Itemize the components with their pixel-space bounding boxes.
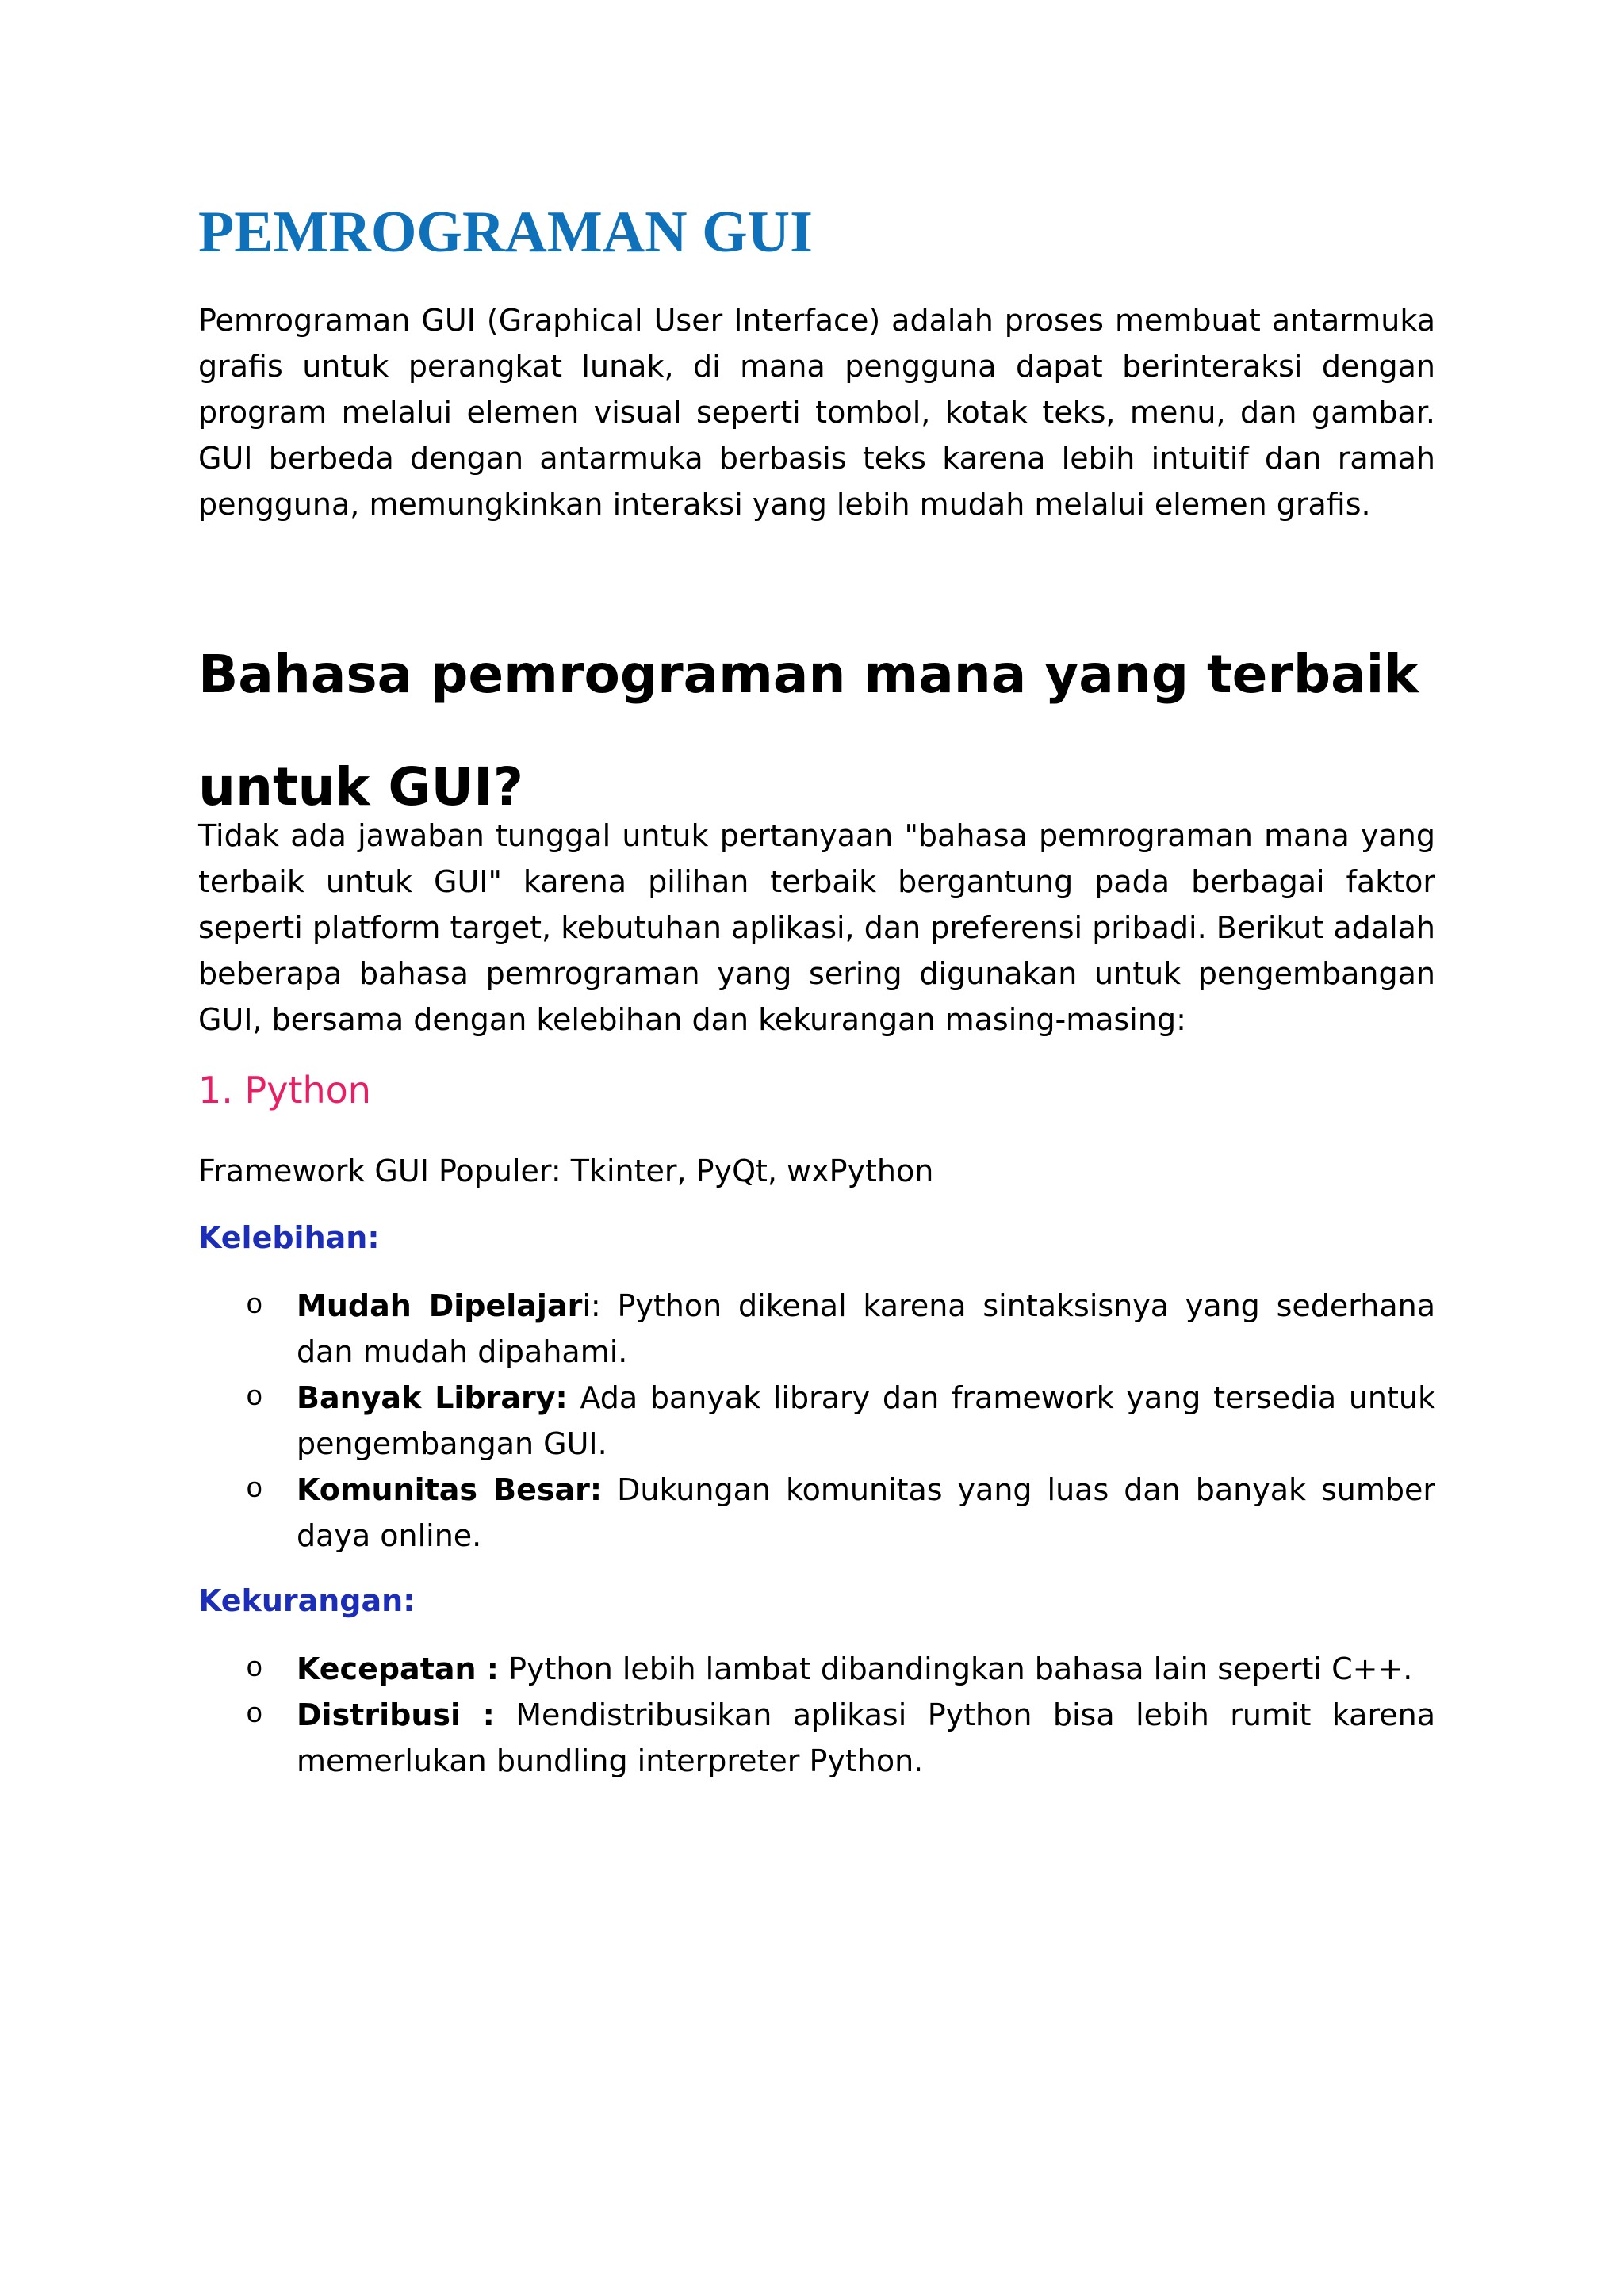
item-term: Mudah Dipelajar xyxy=(297,1288,583,1323)
bullet-icon: o xyxy=(246,1698,263,1731)
bullet-icon: o xyxy=(246,1381,263,1414)
item-text: Dukungan komunitas yang luas dan banyak sumber daya online. xyxy=(297,1472,1436,1553)
item-text: Python lebih lambat dibandingkan bahasa lain seperti C++. xyxy=(498,1651,1413,1686)
section-heading: Bahasa pemrograman mana yang terbaik untuk GUI? xyxy=(198,644,1419,817)
item-text: Mendistribusikan aplikasi Python bisa lebih rumit karena memerlukan bundling interpreter Python. xyxy=(297,1697,1435,1778)
list-item xyxy=(198,1375,1435,1467)
item-term: Kecepatan : xyxy=(297,1651,499,1686)
list-item xyxy=(198,1283,1435,1375)
item-text: Ada banyak library dan framework yang tersedia untuk pengembangan GUI. xyxy=(297,1380,1435,1461)
list-item xyxy=(198,1646,1435,1692)
item-term: Banyak Library: xyxy=(297,1380,568,1415)
bullet-icon: o xyxy=(246,1652,263,1685)
cons-list xyxy=(198,1646,1435,1784)
pros-list xyxy=(198,1283,1435,1559)
item-term: Distribusi : xyxy=(297,1697,495,1732)
page-title: PEMROGRAMAN GUI xyxy=(198,200,813,265)
bullet-icon: o xyxy=(246,1289,263,1322)
bullet-icon: o xyxy=(246,1473,263,1506)
cons-label: Kekurangan: xyxy=(198,1583,416,1618)
python-heading: 1. Python xyxy=(198,1069,371,1112)
section-paragraph: Tidak ada jawaban tunggal untuk pertanyaan "bahasa pemrograman mana yang terbaik untuk GUI" karena pilihan terbaik bergantung pada berbagai faktor seperti platform target, kebutuhan aplikasi, dan preferensi pribadi. Berikut adalah beberapa bahasa pemrograman yang sering digunakan untuk pengembangan GUI, bersama dengan kelebihan dan kekurangan masing-masing: xyxy=(198,818,1435,1037)
list-item xyxy=(198,1692,1435,1784)
list-item xyxy=(198,1467,1435,1559)
item-text: i: Python dikenal karena sintaksisnya yang sederhana dan mudah dipahami. xyxy=(297,1288,1435,1369)
intro-paragraph: Pemrograman GUI (Graphical User Interface) adalah proses membuat antarmuka grafis untuk perangkat lunak, di mana pengguna dapat berinteraksi dengan program melalui elemen visual seperti tombol, kotak teks, menu, dan gambar. GUI berbeda dengan antarmuka berbasis teks karena lebih intuitif dan ramah pengguna, memungkinkan interaksi yang lebih mudah melalui elemen grafis. xyxy=(198,303,1435,522)
item-term: Komunitas Besar: xyxy=(297,1472,603,1507)
frameworks-line: Framework GUI Populer: Tkinter, PyQt, wxPython xyxy=(198,1154,934,1188)
pros-label: Kelebihan: xyxy=(198,1220,380,1255)
